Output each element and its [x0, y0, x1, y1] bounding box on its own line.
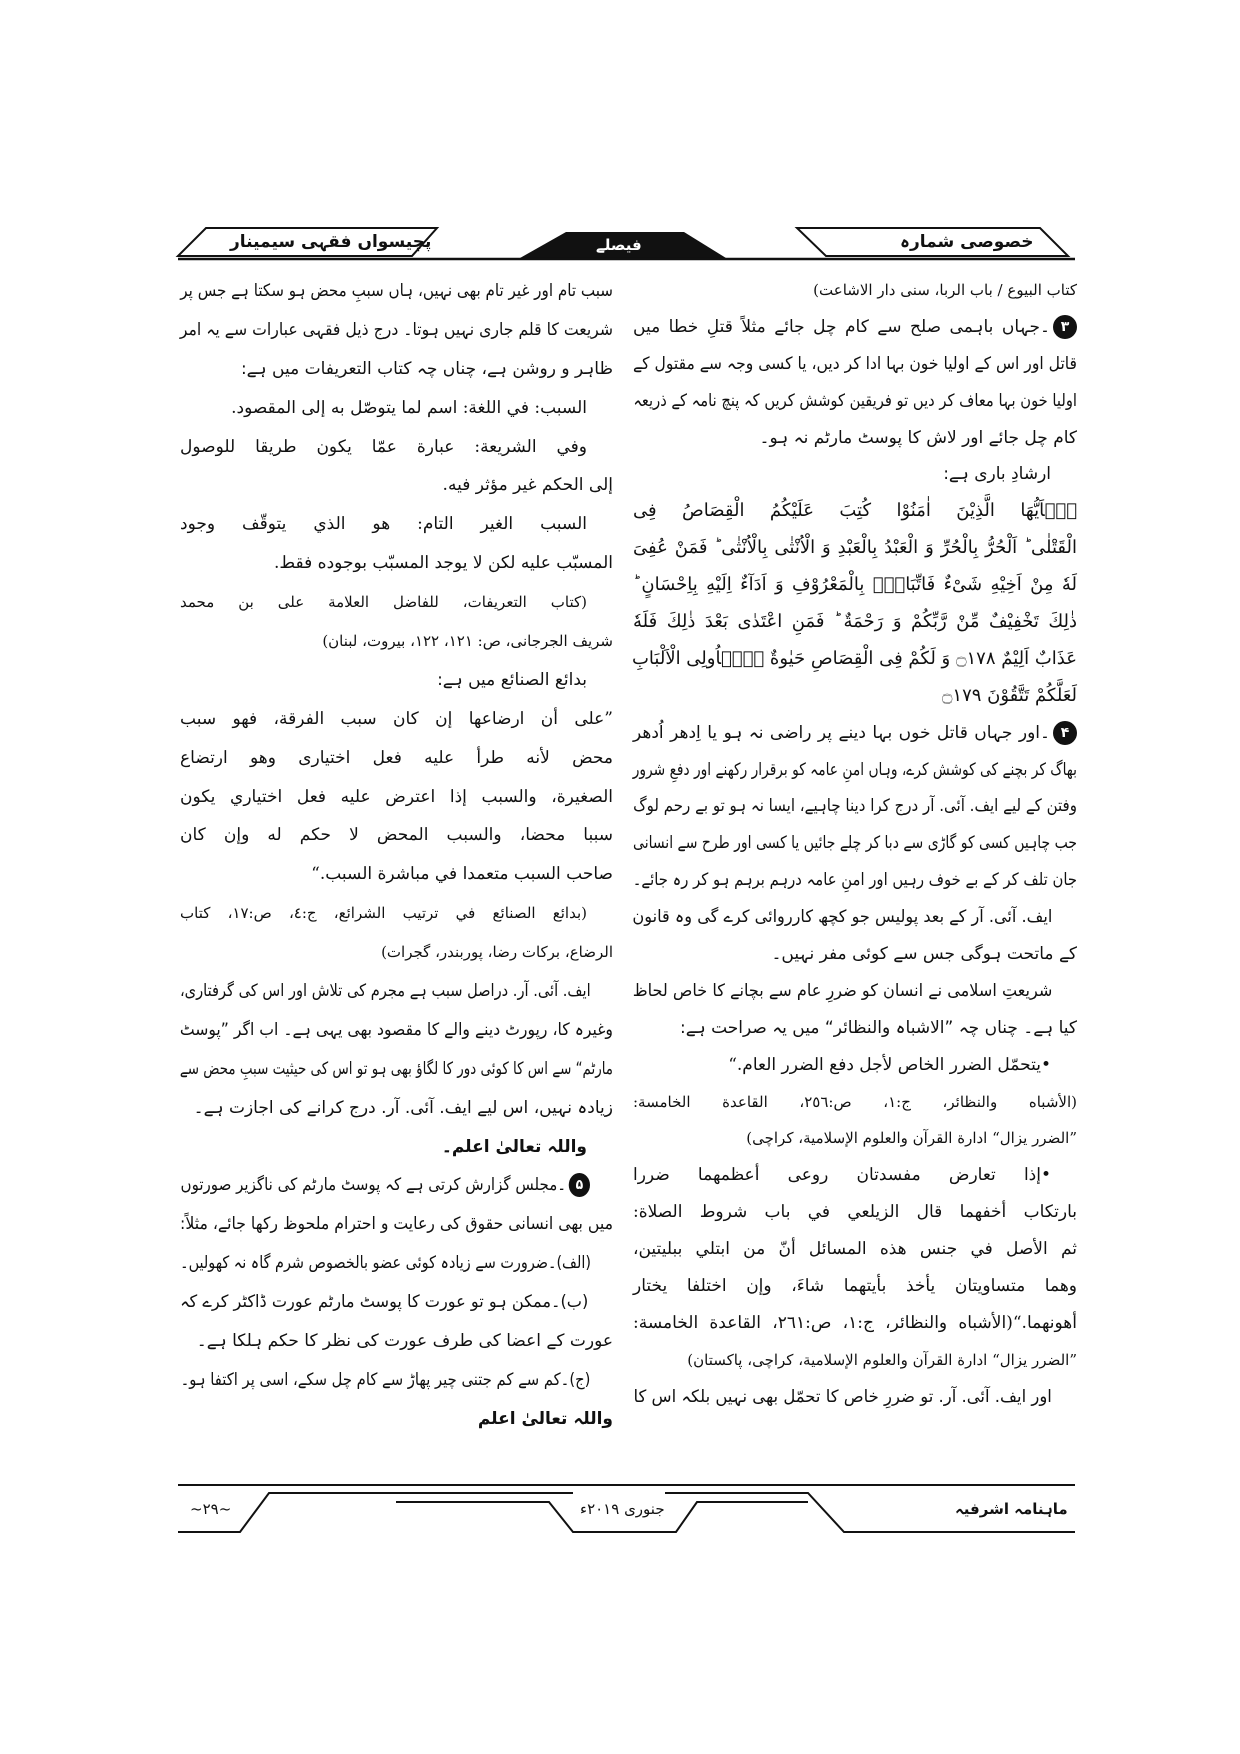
line-text: کام چل جائے اور لاش کا پوسٹ مارٹم نہ ہو۔ — [759, 427, 1077, 448]
urdu-text-line — [180, 1322, 613, 1361]
line-text: ۔جہاں باہمی صلح سے کام چل جائے مثلاً قتلِ خطا میں — [633, 316, 1050, 337]
arabic-text-line — [180, 544, 613, 583]
arabic-text-line — [633, 1194, 1077, 1231]
line-text: ”الضرر يزال“ ادارة القرآن والعلوم الإسلامية، كراچی، پاکستان) — [687, 1350, 1077, 1369]
urdu-text-line — [180, 1400, 613, 1439]
urdu-text-line — [180, 1166, 613, 1205]
line-text: جب چاہیں کسی کو گاڑی سے دبا کر چلے جائیں یا کسی اور طرح سے انسانی — [633, 833, 1077, 854]
line-text: الرضاع، برکات رضا، پوربندر، گجرات) — [381, 943, 613, 962]
line-text: •يتحمّل الضرر الخاص لأجل دفع الضرر العام.“ — [728, 1054, 1051, 1075]
reference-text-line — [633, 272, 1077, 309]
urdu-text-line — [633, 825, 1077, 862]
line-text: الصغيرة، والسبب إذا اعترض عليه فعل اختياري يكون — [180, 786, 613, 807]
reference-text-line — [180, 583, 613, 622]
line-text: (الأشباه والنظائر، ج:١، ص:٢٥٦، القاعدة الخامسة: — [633, 1092, 1077, 1111]
line-text: وهما متساويتان يأخذ بأيتهما شاءَ، وإن اختلفا يختار — [633, 1276, 1077, 1297]
urdu-text-line — [180, 350, 613, 389]
urdu-text-line — [179, 1011, 613, 1050]
urdu-text-line — [180, 1244, 613, 1283]
arabic-text-line — [633, 1047, 1077, 1084]
urdu-text-line — [633, 346, 1077, 383]
line-text: أهونهما.“(الأشباه والنظائر، ج:١، ص:٢٦١، القاعدة الخامسة: — [633, 1312, 1077, 1333]
arabic-text-line — [180, 505, 613, 544]
line-text: (الف)۔ضرورت سے زیادہ کوئی عضو بالخصوص شرم گاہ نہ کھولیں۔ — [180, 1253, 591, 1274]
line-text: اور ایف. آئی. آر. تو ضررِ خاص کا تحمّل بھی نہیں بلکہ اس کا — [633, 1386, 1052, 1407]
reference-text-line — [633, 1342, 1077, 1379]
urdu-text-line — [180, 1205, 614, 1244]
line-text: ۔اور جہاں قاتل خوں بہا دینے پر راضی نہ ہو یا اِدھر اُدھر — [633, 722, 1050, 743]
quran-text-line — [633, 530, 1077, 567]
right-column — [633, 272, 1077, 1416]
line-text: الْقَتْلٰى ؕ اَلْحُرُّ بِالْحُرِّ وَ الْعَبْدُ بِالْعَبْدِ وَ الْاُنْثٰى بِالْاُنْثٰى ؕ فَمَنْ عُفِیَ — [633, 537, 1077, 559]
line-text: كتاب البيوع / باب الربا، سنی دار الاشاعت) — [813, 281, 1077, 299]
line-text: السبب الغير التام: هو الذي يتوقّف وجود — [180, 514, 587, 535]
line-text: عَذَابٌ اَلِیْمٌ ۝۱۷۸ وَ لَكُمْ فِی الْقِصَاصِ حَیٰوةٌ یّٰۤاُولِی الْاَلْبَابِ — [631, 647, 1077, 669]
line-text: شریعتِ اسلامی نے انسان کو ضررِ عام سے بچانے کا خاص لحاظ — [632, 980, 1053, 1001]
reference-text-line — [180, 933, 613, 972]
line-text: (كتاب التعريفات، للفاضل العلامة علی بن محمد — [180, 593, 587, 612]
line-text: (بدائع الصنائع في ترتيب الشرائع، ج:٤، ص:١٧، كتاب — [180, 904, 588, 923]
line-text: عورت کے اعضا کی طرف عورت کی نظر کا حکم ہلکا ہے۔ — [196, 1331, 613, 1352]
urdu-text-line — [179, 972, 613, 1011]
issue-date: جنوری ۲۰۱۹ء — [580, 1500, 665, 1518]
arabic-text-line — [633, 1268, 1077, 1305]
reference-text-line — [180, 894, 613, 933]
line-text: کیا ہے۔ چناں چہ ”الاشباہ والنظائر“ میں یہ صراحت ہے: — [680, 1017, 1077, 1038]
urdu-text-line — [632, 973, 1077, 1010]
line-text: جان تلف کر کے بے خوف رہیں اور امنِ عامہ درہم برہم ہو کر رہ جائے۔ — [632, 870, 1077, 891]
urdu-text-line — [180, 661, 613, 700]
urdu-text-line — [179, 311, 613, 350]
arabic-text-line — [180, 466, 613, 505]
line-text: ایف. آئی. آر. دراصل سبب ہے مجرم کی تلاش اور اس کی گرفتاری، — [179, 981, 591, 1002]
urdu-text-line — [180, 1283, 613, 1322]
line-text: ۔مجلس گزارش کرتی ہے کہ پوسٹ مارٹم کی ناگزیر صورتوں — [180, 1175, 567, 1196]
line-text: لَعَلَّكُمْ تَتَّقُوْنَ ۝۱۷۹ — [941, 684, 1077, 706]
line-text: بارتكاب أخفهما قال الزيلعي في باب شروط الصلاة: — [633, 1202, 1077, 1223]
line-text: مارٹم“ سے اس کا کوئی دور کا لگاؤ بھی ہو تو اس کی حیثیت سببِ محض سے — [179, 1058, 613, 1079]
line-text: ثم الأصل في جنس هذه المسائل أنّ من ابتلي ببليتين، — [633, 1239, 1077, 1260]
line-text: ظاہر و روشن ہے، چناں چہ کتاب التعریفات میں ہے: — [240, 358, 613, 379]
line-text: •إذا تعارض مفسدتان روعى أعظمهما ضررا — [633, 1165, 1051, 1186]
reference-text-line — [180, 622, 613, 661]
magazine-name: ماہنامہ اشرفیہ — [955, 1500, 1068, 1518]
header-left-title: پچیسواں فقہی سیمینار — [230, 232, 432, 252]
arabic-text-line — [633, 1305, 1077, 1342]
line-text: سببا محضا، والسبب المحض لا حكم له وإن كان — [180, 825, 613, 846]
arabic-text-line — [180, 428, 613, 467]
arabic-text-line — [180, 389, 613, 428]
arabic-text-line — [180, 855, 613, 894]
reference-text-line — [633, 1120, 1077, 1157]
arabic-text-line — [180, 700, 613, 739]
urdu-text-line — [633, 788, 1077, 825]
line-text: زیادہ نہیں، اس لیے ایف. آئی. آر. درج کرانے کی اجازت ہے۔ — [193, 1097, 613, 1118]
line-text: واللہ تعالیٰ اعلم۔ — [441, 1136, 587, 1157]
urdu-text-line — [632, 752, 1077, 789]
line-text: کے ماتحت ہوگی جس سے کوئی مفر نہیں۔ — [771, 944, 1077, 965]
urdu-text-line — [180, 1089, 613, 1128]
arabic-text-line — [180, 739, 613, 778]
footer-rule-left — [178, 1493, 573, 1532]
circled-number-icon: ۴ — [1053, 721, 1077, 745]
line-text: میں بھی انسانی حقوق کی رعایت و احترام ملحوظ رکھا جائے، مثلاً: — [180, 1214, 614, 1235]
left-column — [180, 272, 613, 1439]
line-text: (ب)۔ممکن ہو تو عورت کا پوسٹ مارٹم عورت ڈاکٹر کرے کہ — [180, 1292, 589, 1313]
header-center-title: فیصلے — [596, 236, 642, 254]
line-text: یٰۤاَیُّهَا الَّذِیْنَ اٰمَنُوْا كُتِبَ عَلَیْكُمُ الْقِصَاصُ فِی — [633, 500, 1077, 522]
arabic-text-line — [633, 1231, 1077, 1268]
urdu-text-line — [633, 383, 1077, 420]
quran-text-line — [633, 604, 1077, 641]
urdu-text-line — [633, 309, 1077, 346]
header-right-title: خصوصی شمارہ — [900, 232, 1034, 252]
urdu-text-line — [633, 1379, 1077, 1416]
urdu-text-line — [632, 862, 1077, 899]
urdu-text-line — [632, 899, 1077, 936]
urdu-text-line — [180, 272, 613, 311]
line-text: صاحب السبب متعمدا في مباشرة السبب.“ — [311, 864, 613, 885]
line-text: شريف الجرجانی، ص: ١٢١، ١٢٢، بيروت، لبنان) — [322, 632, 613, 651]
line-text: سبب تام اور غیر تام بھی نہیں، ہاں سببِ محض ہو سکتا ہے جس پر — [180, 281, 613, 301]
arabic-text-line — [180, 816, 613, 855]
line-text: قاتل اور اس کے اولیا خون بہا ادا کر دیں، یا کسی وجہ سے مقتول کے — [633, 353, 1077, 374]
quran-text-line — [633, 567, 1077, 604]
circled-number-icon: ۵ — [569, 1173, 590, 1197]
line-text: بھاگ کر بچنے کی کوشش کرے، وہاں امنِ عامہ کو برقرار رکھنے اور دفعِ شرور — [632, 759, 1077, 780]
line-text: بدائع الصنائع میں ہے: — [437, 669, 587, 690]
urdu-text-line — [180, 1128, 613, 1167]
line-text: اولیا خون بہا معاف کر دیں تو فریقین کوشش کریں کہ پنچ نامہ کے ذریعہ — [633, 390, 1077, 411]
arabic-text-line — [633, 1157, 1077, 1194]
line-text: وفي الشريعة: عبارة عمّا يكون طريقا للوصول — [180, 436, 587, 457]
line-text: واللہ تعالیٰ اعلم — [477, 1408, 613, 1429]
reference-text-line — [633, 1084, 1077, 1121]
quran-text-line — [633, 641, 1077, 678]
line-text: وفتن کے لیے ایف. آئی. آر درج کرا دینا چاہیے، ایسا نہ ہو تو بے رحم لوگ — [633, 796, 1077, 817]
quran-text-line — [633, 678, 1077, 715]
urdu-text-line — [633, 936, 1077, 973]
quran-text-line — [633, 493, 1077, 530]
line-text: شریعت کا قلم جاری نہیں ہوتا۔ درج ذیل فقہی عبارات سے یہ امر — [179, 319, 613, 340]
line-text: إلى الحكم غير مؤثر فيه. — [442, 475, 613, 496]
urdu-text-line — [633, 420, 1077, 457]
line-text: ذٰلِكَ تَخْفِیْفٌ مِّنْ رَّبِّكُمْ وَ رَحْمَةٌ ؕ فَمَنِ اعْتَدٰى بَعْدَ ذٰلِكَ فَلَهٗ — [633, 611, 1077, 633]
line-text: السبب: في اللغة: اسم لما يتوصّل به إلى المقصود. — [231, 397, 587, 418]
circled-number-icon: ۳ — [1053, 315, 1077, 339]
line-text: ”الضرر يزال“ ادارة القرآن والعلوم الإسلامية، كراچی) — [746, 1129, 1077, 1148]
urdu-text-line — [180, 1361, 613, 1400]
page-number: ~۲۹~ — [190, 1500, 232, 1518]
urdu-text-line — [633, 1010, 1077, 1047]
line-text: محض لأنه طرأ عليه فعل اختياری وهو ارتضاع — [180, 747, 613, 768]
line-text: المسبّب عليه لكن لا يوجد المسبّب بوجوده فقط. — [274, 553, 613, 574]
line-text: لَهٗ مِنْ اَخِیْهِ شَیْءٌ فَاتِّبَاعٌۢ بِالْمَعْرُوْفِ وَ اَدَآءٌ اِلَیْهِ بِاِحْسَانٍ ؕ — [633, 574, 1077, 596]
urdu-text-line — [179, 1050, 613, 1089]
urdu-text-line — [633, 715, 1077, 752]
line-text: ارشادِ باری ہے: — [943, 464, 1051, 485]
arabic-text-line — [180, 778, 613, 817]
line-text: ایف. آئی. آر کے بعد پولیس جو کچھ کارروائی کرے گی وہ قانون — [632, 907, 1053, 928]
line-text: (ج)۔کم سے کم جتنی چیر پھاڑ سے کام چل سکے، اسی پر اکتفا ہو۔ — [180, 1369, 591, 1390]
urdu-text-line — [633, 456, 1077, 493]
line-text: وغیرہ کا، رپورٹ دینے والے کا مقصود بھی یہی ہے۔ اب اگر ”پوسٹ — [179, 1019, 613, 1040]
line-text: ”على أن ارضاعها إن كان سبب الفرقة، فهو سبب — [180, 708, 613, 729]
